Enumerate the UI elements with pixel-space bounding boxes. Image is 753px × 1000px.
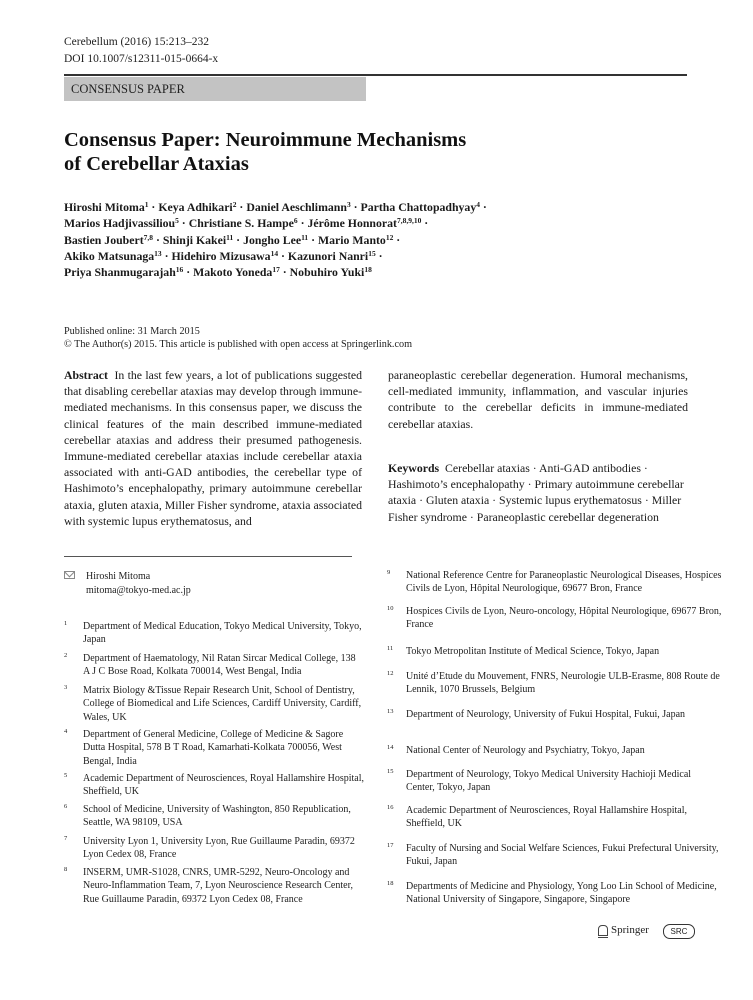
affiliation: 6 School of Medicine, University of Washington, 850 Republication, Seattle, WA 98109, USA — [64, 803, 351, 829]
affiliation: 4 Department of General Medicine, College of Medicine & Sagore Dutta Hospital, 578 B T Road, Kamarhati-Kolkata 700056, West Bengal, India — [64, 728, 344, 767]
author[interactable]: Jongho Lee$^{11}$ — [243, 232, 309, 247]
keywords-label: Keywords — [388, 461, 440, 475]
abstract-left — [64, 367, 362, 529]
header-rule — [64, 74, 687, 76]
abstract-right: paraneoplastic cerebellar degeneration. Humoral mechanisms, cell-mediated immunity, inflammation, and vascular injuries contribute to the cerebellar deficits in immune-mediated cerebellar ataxias. — [388, 368, 688, 431]
springer-logo — [598, 924, 649, 936]
author[interactable]: Keya Adhikari$^2$ — [158, 200, 237, 214]
affiliation: 13 Department of Neurology, University of Fukui Hospital, Fukui, Japan — [387, 708, 686, 720]
title-line-1: Consensus Paper: Neuroimmune Mechanisms — [64, 129, 467, 151]
published-online: Published online: 31 March 2015 — [64, 326, 200, 337]
journal-citation: Cerebellum (2016) 15:213–232 — [64, 36, 210, 48]
envelope-icon — [64, 571, 75, 579]
author[interactable]: Jérôme Honnorat$^{7,8,9,10}$ — [307, 216, 422, 231]
affiliation: 11 Tokyo Metropolitan Institute of Medical Science, Tokyo, Japan — [387, 645, 660, 657]
title-line-2: of Cerebellar Ataxias — [64, 153, 249, 175]
affiliation: 3 Matrix Biology &Tissue Repair Research Unit, School of Dentistry, College of Biomedical and Life Sciences, Cardiff University, Cardiff, Wales, UK — [64, 684, 362, 723]
author[interactable]: Akiko Matsunaga$^{13}$ — [64, 248, 162, 263]
publication-info — [64, 325, 412, 351]
abstract-label: Abstract — [64, 368, 108, 382]
abstract-text: In the last few years, a lot of publications suggested that disabling cerebellar ataxias may develop through immune-mediated mechanisms. In this consensus paper, we discuss the clinical features of the main described immune-mediated cerebellar ataxias and address their presumed pathogenesis. Immune-mediated cerebellar ataxias include cerebellar ataxia associated with anti-GAD antibodies, the cerebellar type of Hashimoto’s encephalopathy, primary autoimmune cerebellar ataxia, gluten ataxia, Miller Fisher syndrome, ataxia associated with systemic lupus erythematosus, and — [64, 368, 362, 528]
author[interactable]: Hidehiro Mizusawa$^{14}$ — [171, 248, 279, 263]
author[interactable]: Nobuhiro Yuki$^{18}$ — [289, 265, 372, 280]
doi[interactable]: DOI 10.1007/s12311-015-0664-x — [64, 53, 219, 65]
corresponding-author: Hiroshi Mitoma — [86, 571, 151, 582]
author[interactable]: Daniel Aeschlimann$^3$ — [246, 200, 351, 214]
author[interactable]: Marios Hadjivassiliou$^5$ — [64, 216, 179, 231]
affiliation: 9 National Reference Centre for Paraneoplastic Neurological Diseases, Hospices Civils de Lyon, Hôpital Neurologique, 69677 Bron, France — [387, 569, 722, 595]
springer-horse-icon — [598, 925, 608, 936]
society-logo: SRC — [663, 924, 695, 939]
affiliation: 8 INSERM, UMR-S1028, CNRS, UMR-5292, Neuro-Oncology and Neuro-Inflammation Team, 7, Lyon Neuroscience Research Center, Rue Guillaume Paradin, 69372 Lyon Cedex 08, France — [64, 866, 354, 905]
affiliation: 2 Department of Haematology, Nil Ratan Sircar Medical College, 138 A J C Bose Road, Kolkata 700014, West Bengal, India — [64, 652, 356, 678]
keywords — [388, 460, 688, 525]
author[interactable]: Bastien Joubert$^{7,8}$ — [64, 232, 154, 247]
footnote-rule — [64, 556, 352, 557]
corresponding-email[interactable]: mitoma@tokyo-med.ac.jp — [86, 584, 191, 596]
author[interactable]: Kazunori Nanri$^{15}$ — [287, 248, 376, 263]
author[interactable]: Mario Manto$^{12}$ — [318, 232, 394, 247]
affiliation: 7 University Lyon 1, University Lyon, Rue Guillaume Paradin, 69372 Lyon Cedex 08, France — [64, 835, 355, 861]
keywords-text: Cerebellar ataxias · Anti-GAD antibodies · Hashimoto’s encephalopathy · Primary autoimmune cerebellar ataxia · Gluten ataxia · Systemic lupus erythematosus · Miller Fisher syndrome · Paraneoplastic cerebellar degeneration — [388, 461, 684, 524]
author[interactable]: Christiane S. Hampe$^6$ — [188, 216, 298, 231]
author-list: Hiroshi Mitoma$^1$ · Keya Adhikari$^2$ · Daniel Aeschlimann$^3$ · Partha Chattopadhyay$^4$ · Marios Hadjivassiliou$^5$ · Christiane S. Hampe$^6$ · Jérôme Honnorat$^{7,8,9,10}$ · Bastien Joubert$^{7,8}$ · Shinji Kakei$^{11}$ · Jongho Lee$^{11}$ · Mario Manto$^{12}$ · Akiko Matsunaga$^{13}$ · Hidehiro Mizusawa$^{14}$ · Kazunori Nanri$^{15}$ · Priya Shanmugarajah$^{16}$ · Makoto Yoneda$^{17}$ · Nobuhiro Yuki$^{18}$ — [64, 200, 487, 280]
affiliation: 10 Hospices Civils de Lyon, Neuro-oncology, Hôpital Neurologique, 69677 Bron, France — [387, 605, 722, 631]
copyright-notice: © The Author(s) 2015. This article is published with open access at Springerlink.com — [64, 339, 413, 350]
affiliation: 1 Department of Medical Education, Tokyo Medical University, Tokyo, Japan — [64, 620, 362, 646]
author[interactable]: Shinji Kakei$^{11}$ — [162, 232, 234, 247]
affiliation: 14 National Center of Neurology and Psychiatry, Tokyo, Japan — [387, 744, 645, 756]
author[interactable]: Partha Chattopadhyay$^4$ — [360, 200, 480, 214]
category-bar — [64, 77, 366, 101]
author[interactable]: Makoto Yoneda$^{17}$ — [193, 265, 280, 280]
author[interactable]: Hiroshi Mitoma$^1$ — [64, 200, 149, 214]
affiliation: 15 Department of Neurology, Tokyo Medical University Hachioji Medical Center, Tokyo, Japan — [387, 768, 692, 794]
correspondence — [64, 570, 191, 597]
affiliation: 17 Faculty of Nursing and Social Welfare Sciences, Fukui Prefectural University, Fukui, Japan — [387, 842, 719, 868]
affiliation: 12 Unité d’Etude du Mouvement, FNRS, Neurologie ULB-Erasme, 808 Route de Lennik, 1070 Brussels, Belgium — [387, 670, 720, 696]
author[interactable]: Priya Shanmugarajah$^{16}$ — [64, 265, 184, 280]
publisher-name: Springer — [611, 924, 649, 936]
affiliation: 16 Academic Department of Neurosciences, Royal Hallamshire Hospital, Sheffield, UK — [387, 804, 688, 830]
affiliation: 5 Academic Department of Neurosciences, Royal Hallamshire Hospital, Sheffield, UK — [64, 772, 365, 798]
category-label: CONSENSUS PAPER — [71, 82, 185, 96]
paper-title — [64, 128, 584, 176]
affiliation: 18 Departments of Medicine and Physiology, Yong Loo Lin School of Medicine, National University of Singapore, Singapore, Singapore — [387, 880, 717, 906]
